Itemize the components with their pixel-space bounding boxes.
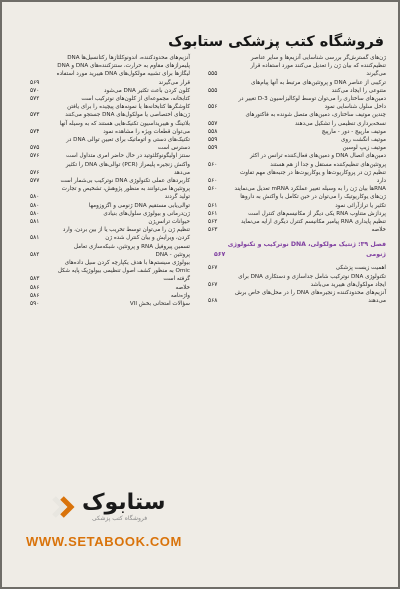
toc-entry-page-number: ۵۶۰ bbox=[208, 178, 218, 185]
toc-entry-title: واژه‌نامه bbox=[170, 292, 190, 299]
toc-entry-page-number: ۵۸۳ bbox=[30, 276, 40, 283]
toc-entry-page-number: ۵۸۰ bbox=[30, 210, 40, 217]
toc-entry-title: کتابخانه، مجموعه‌ای از کلون‌های نوترکیب است bbox=[81, 96, 190, 103]
chapter-page-number: ۵۶۷ bbox=[214, 251, 226, 259]
toc-entry bbox=[208, 111, 386, 127]
toc-entry bbox=[208, 128, 386, 136]
toc-entry-title: کاربردهای عملی تکنولوژی DNA نوترکیب بی‌شمار است bbox=[60, 178, 190, 185]
toc-entry-title: بیولوژی سیستم‌ها با هدف یکپارچه کردن سیل داده‌های Omic به منظور کشف اصول تنظیمی بیولوژیک پایه شکل گرفته است bbox=[57, 260, 190, 283]
toc-entry-page-number: ۵۸۱ bbox=[30, 219, 40, 226]
toc-entry bbox=[30, 177, 190, 185]
toc-entry-page-number: ۵۷۶ bbox=[30, 153, 40, 160]
toc-entry bbox=[208, 210, 386, 218]
toc-entry bbox=[30, 218, 190, 226]
toc-entry-page-number: ۵۵۵ bbox=[208, 71, 218, 78]
toc-entry bbox=[30, 54, 190, 87]
toc-entry bbox=[30, 243, 190, 259]
toc-entry-page-number: ۵۸۰ bbox=[30, 194, 40, 201]
toc-entry-title: چندین موتیف ساختاری، دمین‌های متصل شونده به فاکتورهای نسخه‌برداری تنظیمی را تشکیل می‌دهند bbox=[245, 112, 386, 127]
page-header-title: فروشگاه کتب پزشکی ستابوک bbox=[168, 34, 384, 50]
toc-entry-page-number: ۵۸۰ bbox=[30, 202, 40, 209]
toc-entry bbox=[30, 120, 190, 136]
toc-entry-title: دمین‌های اتصال DNA و دمین‌های فعال‌کننده ترانس در اکثر پروتئین‌های تنظیم‌کننده مستقل و جدا از هم هستند bbox=[249, 153, 386, 168]
toc-entry bbox=[208, 169, 386, 185]
toc-entry-title: پروتئین‌ها می‌توانند به منظور پژوهش، تشخیص و تجارت تولید گردند bbox=[61, 186, 190, 201]
toc-entry-title: آنزیم‌های محدودکننده، اندونوکلئازها رکتانسیل‌ها DNA پلیمرازهای مقاوم به حرارت، سنتزکننده‌های DNA و DNA لیگازها برای تشبیه مولکول‌های DNA هیبرید مورد استفاده قرار می‌گیرند bbox=[56, 55, 190, 86]
toc-entry bbox=[208, 95, 386, 111]
setabook-logo bbox=[52, 490, 180, 526]
toc-entry-page-number: ۵۶۹ bbox=[30, 79, 40, 86]
toc-entry-page-number: ۵۶۱ bbox=[208, 210, 218, 217]
toc-entry bbox=[208, 218, 386, 226]
toc-entry-title: آنزیم‌های محدودکننده زنجیره‌های DNA را در محل‌های خاص برش می‌دهند bbox=[234, 290, 386, 305]
toc-entry bbox=[208, 264, 386, 272]
toc-entry-title: موتیف انگشت روی bbox=[341, 137, 386, 144]
toc-entry-title: سؤالات امتحانی بخش VII bbox=[129, 301, 190, 308]
toc-entry-title: ژن‌های یوکاریوتیک را می‌توان در حین تکامل با واکنش به داروها تکثیر یا ترازآرائی نمود bbox=[240, 194, 386, 209]
toc-entry-title: کاوشگرها کتابخانه‌ها یا نمونه‌های پیچیده را برای یافتن ژن‌های اختصاصی یا مولکول‌های DNA جستجو می‌کنند bbox=[65, 104, 190, 119]
toc-entry-page-number: ۵۸۶ bbox=[30, 292, 40, 299]
toc-entry bbox=[30, 185, 190, 201]
toc-entry-title: موتیف زیپ لوسین bbox=[342, 145, 386, 152]
toc-entry-page-number: ۵۷۶ bbox=[30, 169, 40, 176]
toc-entry bbox=[208, 152, 386, 168]
toc-entry-page-number: ۵۶۸ bbox=[208, 298, 218, 305]
website-url[interactable]: WWW.SETABOOK.COM bbox=[26, 534, 182, 549]
toc-entry-page-number: ۵۶۱ bbox=[208, 202, 218, 209]
toc-left-column bbox=[30, 54, 190, 308]
toc-entry-title: بلاتینگ و هیبریداسیون تکنیک‌هایی هستند که به وسیله آنها می‌توان قطعات ویژه را مشاهده نمود bbox=[59, 120, 190, 135]
toc-entry-title: ترکیبی از عناصر DNA و پروتئین‌های مرتبط به آنها پیام‌های متنوعی را ایجاد می‌کنند bbox=[251, 79, 386, 94]
toc-entry-page-number: ۵۵۵ bbox=[208, 87, 218, 94]
toc-entry-title: ژن‌درمانی و بیولوژی سلول‌های بنیادی bbox=[103, 210, 190, 217]
toc-entry-page-number: ۵۷۰ bbox=[30, 87, 40, 94]
toc-entry bbox=[208, 79, 386, 95]
toc-entry-page-number: ۵۸۶ bbox=[30, 284, 40, 291]
toc-entry-page-number: ۵۵۷ bbox=[208, 120, 218, 127]
toc-entry-title: موتیف مارپیچ - دور - مارپیچ bbox=[321, 128, 386, 135]
toc-entry-title: توالی‌یابی مستقیم DNA ژنومی و اگزوزومها bbox=[88, 202, 190, 209]
toc-entry-title: تنظیم ژن را می‌توان توسط تخریب یا از بین بردن، وارد کردن، ویرایش و بیان کنترل شده ژن bbox=[62, 227, 190, 242]
toc-entry bbox=[208, 193, 386, 209]
toc-entry bbox=[208, 185, 386, 193]
toc-entry bbox=[208, 226, 386, 234]
toc-entry-title: ژن‌های گسترش‌گر بررسی شناسایی آنزیم‌ها و سایر عناصر تنظیم‌کننده که بیان ژن را تعدیل می‌کنند مورد استفاده قرار می‌گیرند bbox=[250, 55, 386, 78]
toc-entry-page-number: ۵۵۹ bbox=[208, 137, 218, 144]
toc-entry-page-number: ۵۵۶ bbox=[208, 104, 218, 111]
toc-entry-title: سنتز اولیگونوکلئوتید در حال حاضر امری متداول است bbox=[65, 153, 190, 160]
toc-entry-page-number: ۵۹۰ bbox=[30, 301, 40, 308]
toc-entry bbox=[30, 136, 190, 152]
logo-mark-icon bbox=[52, 494, 78, 520]
toc-entry-title: دمین‌های ساختاری را می‌توان توسط لوکالیزاسیون D-3 تغییر در داخل سلول شناسایی نمود bbox=[238, 96, 386, 111]
toc-entry-title: اهمیت زیست پزشکی bbox=[335, 265, 386, 272]
toc-entry-title: تنظیم ژن در پروکاریوت‌ها و یوکاریوت‌ها در جنبه‌های مهم تفاوت دارد bbox=[239, 169, 386, 185]
toc-entry-page-number: ۵۸۱ bbox=[30, 235, 40, 242]
toc-entry bbox=[30, 284, 190, 292]
toc-entry bbox=[30, 300, 190, 308]
toc-entry-page-number: ۵۷۴ bbox=[30, 128, 40, 135]
toc-entry-page-number: ۵۶۳ bbox=[208, 227, 218, 234]
toc-entry bbox=[30, 210, 190, 218]
toc-entry-page-number: ۵۶۷ bbox=[208, 281, 218, 288]
chapter-title: فصل ۳۹: ژنتیک مولکولی، DNA نوترکیب و تکنولوژی ژنومی bbox=[227, 241, 386, 259]
toc-chapter-heading bbox=[208, 240, 386, 260]
toc-entry bbox=[30, 87, 190, 95]
toc-entry bbox=[30, 152, 190, 160]
toc-entry bbox=[30, 226, 190, 242]
toc-entry bbox=[30, 161, 190, 177]
logo-tagline: فروشگاه کتب پزشکی bbox=[92, 515, 148, 522]
toc-entry-title: پردازش متناوب RNA یکی دیگر از مکانیسم‌های کنترل است bbox=[248, 210, 386, 217]
toc-entry-page-number: ۵۶۰ bbox=[208, 186, 218, 193]
toc-entry bbox=[30, 202, 190, 210]
toc-entry-title: حیوانات ترانس‌ژن bbox=[148, 219, 190, 226]
toc-entry-page-number: ۵۶۲ bbox=[208, 219, 218, 226]
toc-entry-page-number: ۵۷۳ bbox=[30, 112, 40, 119]
toc-entry bbox=[30, 292, 190, 300]
toc-entry-page-number: ۵۶۰ bbox=[208, 161, 218, 168]
toc-entry-page-number: ۵۷۷ bbox=[30, 178, 40, 185]
toc-entry-title: تسمین پیروفیل RNA و پروتئین، شبکه‌سازی تعامل پروتئین - DNA bbox=[73, 243, 190, 258]
toc-entry-title: تکنیک‌های دستی و اتوماتیک برای تعیین توالی DNA در دسترس است bbox=[66, 137, 190, 152]
toc-entry bbox=[208, 144, 386, 152]
toc-entry-title: RNAها بیان ژن را به وسیله تغییر عملکرد mRNA تعدیل می‌نمایند bbox=[234, 186, 386, 193]
toc-entry bbox=[208, 273, 386, 289]
toc-entry-page-number: ۵۷۲ bbox=[30, 96, 40, 103]
toc-entry bbox=[30, 259, 190, 284]
toc-right-column bbox=[208, 54, 386, 305]
toc-entry bbox=[208, 54, 386, 79]
toc-entry bbox=[30, 103, 190, 119]
toc-entry-title: تکنولوژی DNA نوترکیب شامل جداسازی و دستکاری DNA برای ایجاد مولکول‌های هیبرید می‌باشد bbox=[238, 273, 386, 288]
toc-entry-title: خلاصه bbox=[175, 284, 190, 291]
book-page bbox=[2, 2, 398, 587]
toc-entry bbox=[208, 289, 386, 305]
logo-wordmark: ستابوک bbox=[82, 490, 166, 515]
toc-entry-page-number: ۵۷۵ bbox=[30, 145, 40, 152]
toc-entry bbox=[30, 95, 190, 103]
toc-entry-page-number: ۵۵۹ bbox=[208, 145, 218, 152]
toc-entry-title: تنظیم پایداری RNA پیامبر مکانیسم کنترل دیگری ارایه می‌نماید bbox=[240, 219, 386, 226]
toc-entry bbox=[208, 136, 386, 144]
toc-entry-title: کلون کردن باعث تکثیر DNA می‌شود bbox=[103, 87, 190, 94]
toc-entry-title: واکنش زنجیره پلیمراز (PCR) توالی‌های DNA را تکثیر می‌دهد bbox=[65, 161, 190, 176]
toc-entry-page-number: ۵۸۲ bbox=[30, 251, 40, 258]
toc-entry-page-number: ۵۶۷ bbox=[208, 265, 218, 272]
toc-entry-title: خلاصه bbox=[371, 227, 386, 234]
toc-entry-page-number: ۵۵۸ bbox=[208, 128, 218, 135]
